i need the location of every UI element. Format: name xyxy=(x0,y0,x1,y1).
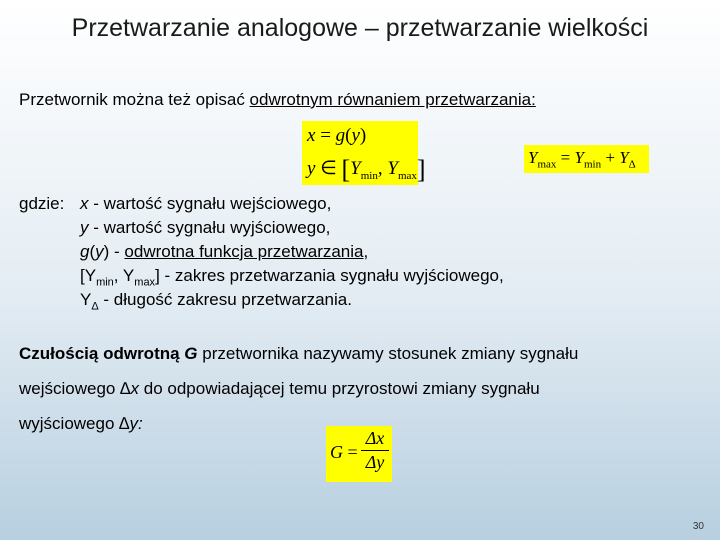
definition-delta: $Y_\Delta$ - długość zakresu przetwarzania. xyxy=(80,290,352,313)
definition-range: [$Y_{min}$, $Y_{max}$] - zakres przetwarzania sygnału wyjściowego, xyxy=(80,266,504,289)
slide-title: Przetwarzanie analogowe – przetwarzanie wielkości xyxy=(71,14,649,42)
sensitivity-formula: G = $\frac{\Delta x}{\Delta y}$ xyxy=(326,426,392,482)
gdzie-label: gdzie: xyxy=(19,194,65,213)
inverse-equation-formula xyxy=(302,121,426,185)
definition-x: x - wartość sygnału wejściowego, xyxy=(80,194,332,213)
fraction: $\frac{\Delta x}{\Delta y}$ xyxy=(361,428,389,473)
formula-row-2: y ∈ [$Y_{min}$, $Y_{max}$] xyxy=(307,155,426,184)
paragraph-line-1: Czułością odwrotną G przetwornika nazywamy stosunek zmiany sygnału xyxy=(19,344,579,363)
intro-lead: Przetwornik można też opisać xyxy=(19,90,250,109)
definition-y: y - wartość sygnału wyjściowego, xyxy=(80,218,331,237)
paragraph-line-2: wejściowego ∆x do odpowiadającej temu przyrostowi zmiany sygnału xyxy=(19,379,540,398)
intro-text xyxy=(19,90,536,110)
page-number: 30 xyxy=(692,521,704,532)
range-formula: $Y_{max} = Y_{min} + Y_\Delta$ xyxy=(524,145,649,173)
intro-underlined: odwrotnym równaniem przetwarzania: xyxy=(249,90,536,109)
definition-g: g(y) - odwrotna funkcja przetwarzania, xyxy=(80,242,369,261)
paragraph-line-3: wyjściowego ∆y: xyxy=(19,414,143,433)
formula-row-1: x = g(y) xyxy=(307,125,367,146)
